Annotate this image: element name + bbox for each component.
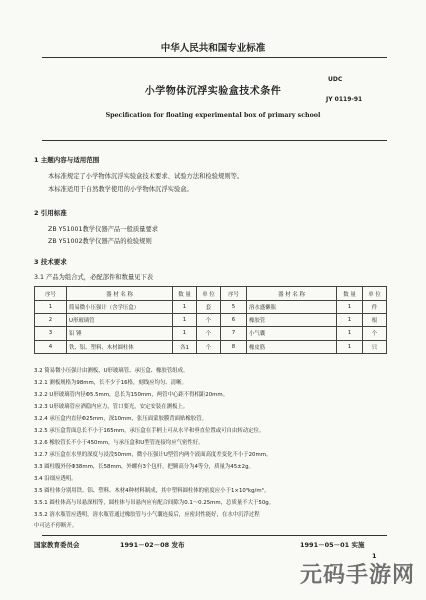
table-cell: 个 (197, 327, 221, 340)
section-1-para-1: 本标准规定了小学物体沉浮实验盒技术要求、试验方法和检验规则等。 (48, 173, 244, 180)
table-cell: 根 (363, 314, 387, 327)
clause-3-2-7: 3.2.7 承压盒在水里的深度与浸没50mm，微小压强计U型管内两个液面高度差变化不小于20mm。 (34, 452, 272, 458)
header-cell: 器 材 名 称 (247, 287, 337, 301)
table-cell: 小气囊 (247, 327, 337, 340)
table-row (35, 340, 387, 353)
table-cell: 只 (363, 340, 387, 353)
table-row (35, 314, 387, 327)
table-cell: 8 (221, 340, 247, 353)
clause-3-1: 3.1 产品为组合式，必配部件和数量见下表 (34, 274, 154, 281)
table-cell: 铅 锤 (67, 327, 173, 340)
table-header-row (35, 287, 387, 301)
table-cell: 3 (35, 327, 67, 340)
table-cell: 4 (35, 340, 67, 353)
table-cell: 1 (173, 301, 197, 314)
table-cell: 5 (221, 301, 247, 314)
table-cell: 2 (35, 314, 67, 327)
standard-title: 小学物体沉浮实验盒技术条件 (144, 86, 282, 97)
clause-3-3: 3.3 圆柱腹外径Φ38mm，长58mm，外螺有3个包杆，把腾高分为4等分，质量为45±2g。 (34, 464, 254, 470)
table-row (35, 327, 387, 340)
clause-3-2: 3.2 简易微小压强计由测板、U形玻璃管、承压盒、橡胶管组成。 (34, 368, 189, 374)
table-cell: U形玻璃管 (67, 314, 173, 327)
header-cell: 数 量 (173, 287, 197, 301)
header-rule (42, 57, 387, 58)
table-cell: 1 (337, 301, 363, 314)
footer-rule (42, 535, 387, 536)
table-cell: 1 (337, 314, 363, 327)
header-cell: 序号 (221, 287, 247, 301)
title-rule (42, 140, 387, 141)
clause-3-2-4: 3.2.4 承压盒内直径Φ25mm，深10mm，张压面蒙胶膜背面贴橡胶管。 (34, 416, 207, 422)
clause-3-2-2: 3.2.2 U形玻璃管内径Φ5.5mm，总长为150mm，两管中心距不得相距20mm。 (34, 392, 229, 398)
section-3-title: 3 技术要求 (34, 258, 67, 266)
clause-3-2-1: 3.2.1 测板规格为98mm，长不少于16格，刻线应均匀、清晰。 (34, 380, 187, 386)
table-cell: 铁、铝、塑料、木材圆柱体 (67, 340, 173, 353)
clause-3-2-5: 3.2.5 承压盒背面总长不小于165mm，承压盒在手柄上可从水平和垂直位置或可自由转动定位。 (34, 428, 265, 434)
clause-3-2-6: 3.2.6 橡胶管长不小于450mm，与承压盒和U型管连接均应气密性好。 (34, 440, 204, 446)
header-title: 中华人民共和国专业标准 (160, 43, 266, 54)
table-cell: 1 (173, 314, 197, 327)
implementation-date: 1991－05－01 实施 (300, 541, 365, 549)
section-2-title: 2 引用标准 (34, 209, 67, 217)
header-cell: 单 位 (363, 287, 387, 301)
header-cell: 器 材 名 称 (67, 287, 173, 301)
table-cell: 溶水盛懒瓶 (247, 301, 337, 314)
clause-3-2-3: 3.2.3 U形玻璃管应酒稳内应力，管口要光，安定安装在测板上。 (34, 404, 189, 410)
table-cell: 套 (197, 301, 221, 314)
clause-3-5: 3.5 圆柱体分别用铁、铝、塑料、木材4种材料制成，其中塑料圆柱体的密度应小于1×10³kg/m³。 (34, 488, 270, 494)
reference-1: ZB Y51001教学仪器产品一般质量要求 (48, 226, 159, 233)
section-1-para-2: 本标准适用于自然教学使用的小学物体沉浮实验盒。 (48, 186, 193, 193)
issue-date: 1991－02－08 发布 (120, 541, 185, 549)
table-cell: 个 (197, 340, 221, 353)
clause-3-5-1: 3.5.1 圆柱体高与吊悬深相等，圆柱体与吊悬内应有配合间隙为0.1～0.25mm，总质量不大于50g。 (34, 500, 275, 506)
watermark: 元码手游网 (300, 563, 416, 588)
section-1-title: 1 主题内容与适用范围 (34, 156, 100, 164)
table-cell: 个 (363, 327, 387, 340)
table-cell: 简易微小压强计（含学压盒） (67, 301, 173, 314)
table-cell: 个 (197, 314, 221, 327)
table-cell: 7 (221, 327, 247, 340)
clause-3-4: 3.4 沿细应透明。 (34, 476, 77, 482)
table-cell: 1 (35, 301, 67, 314)
clause-3-5-2: 3.5.2 溶水瓶管应透明，溶水瓶管通过橡胶管与小气囊连接后，应密封性能好，在水中沉浮过程 (34, 512, 260, 518)
clause-continuation: 中可达不停断开。 (34, 523, 78, 529)
table-cell: 件 (363, 301, 387, 314)
page-number: 1 (372, 552, 377, 560)
table-cell: 6 (221, 314, 247, 327)
table-cell: 1 (337, 340, 363, 353)
header-cell: 序号 (35, 287, 67, 301)
table-cell: 橡皮筋 (247, 340, 337, 353)
table-row (35, 301, 387, 314)
issuer: 国家教育委员会 (34, 541, 80, 549)
table-cell: 橡胶管 (247, 314, 337, 327)
standard-code: JY 0119-91 (326, 96, 363, 103)
header-cell: 数 量 (337, 287, 363, 301)
header-cell: 单 位 (197, 287, 221, 301)
udc-label: UDC (328, 76, 343, 83)
reference-2: ZB Y51002教学仪器产品的检验规则 (48, 238, 152, 245)
table-cell: 1 (173, 327, 197, 340)
components-table (34, 286, 387, 354)
table-cell: 1 (337, 327, 363, 340)
standard-title-en: Specification for floating experimental box of primary school (105, 112, 321, 119)
table-cell: 各1 (173, 340, 197, 353)
